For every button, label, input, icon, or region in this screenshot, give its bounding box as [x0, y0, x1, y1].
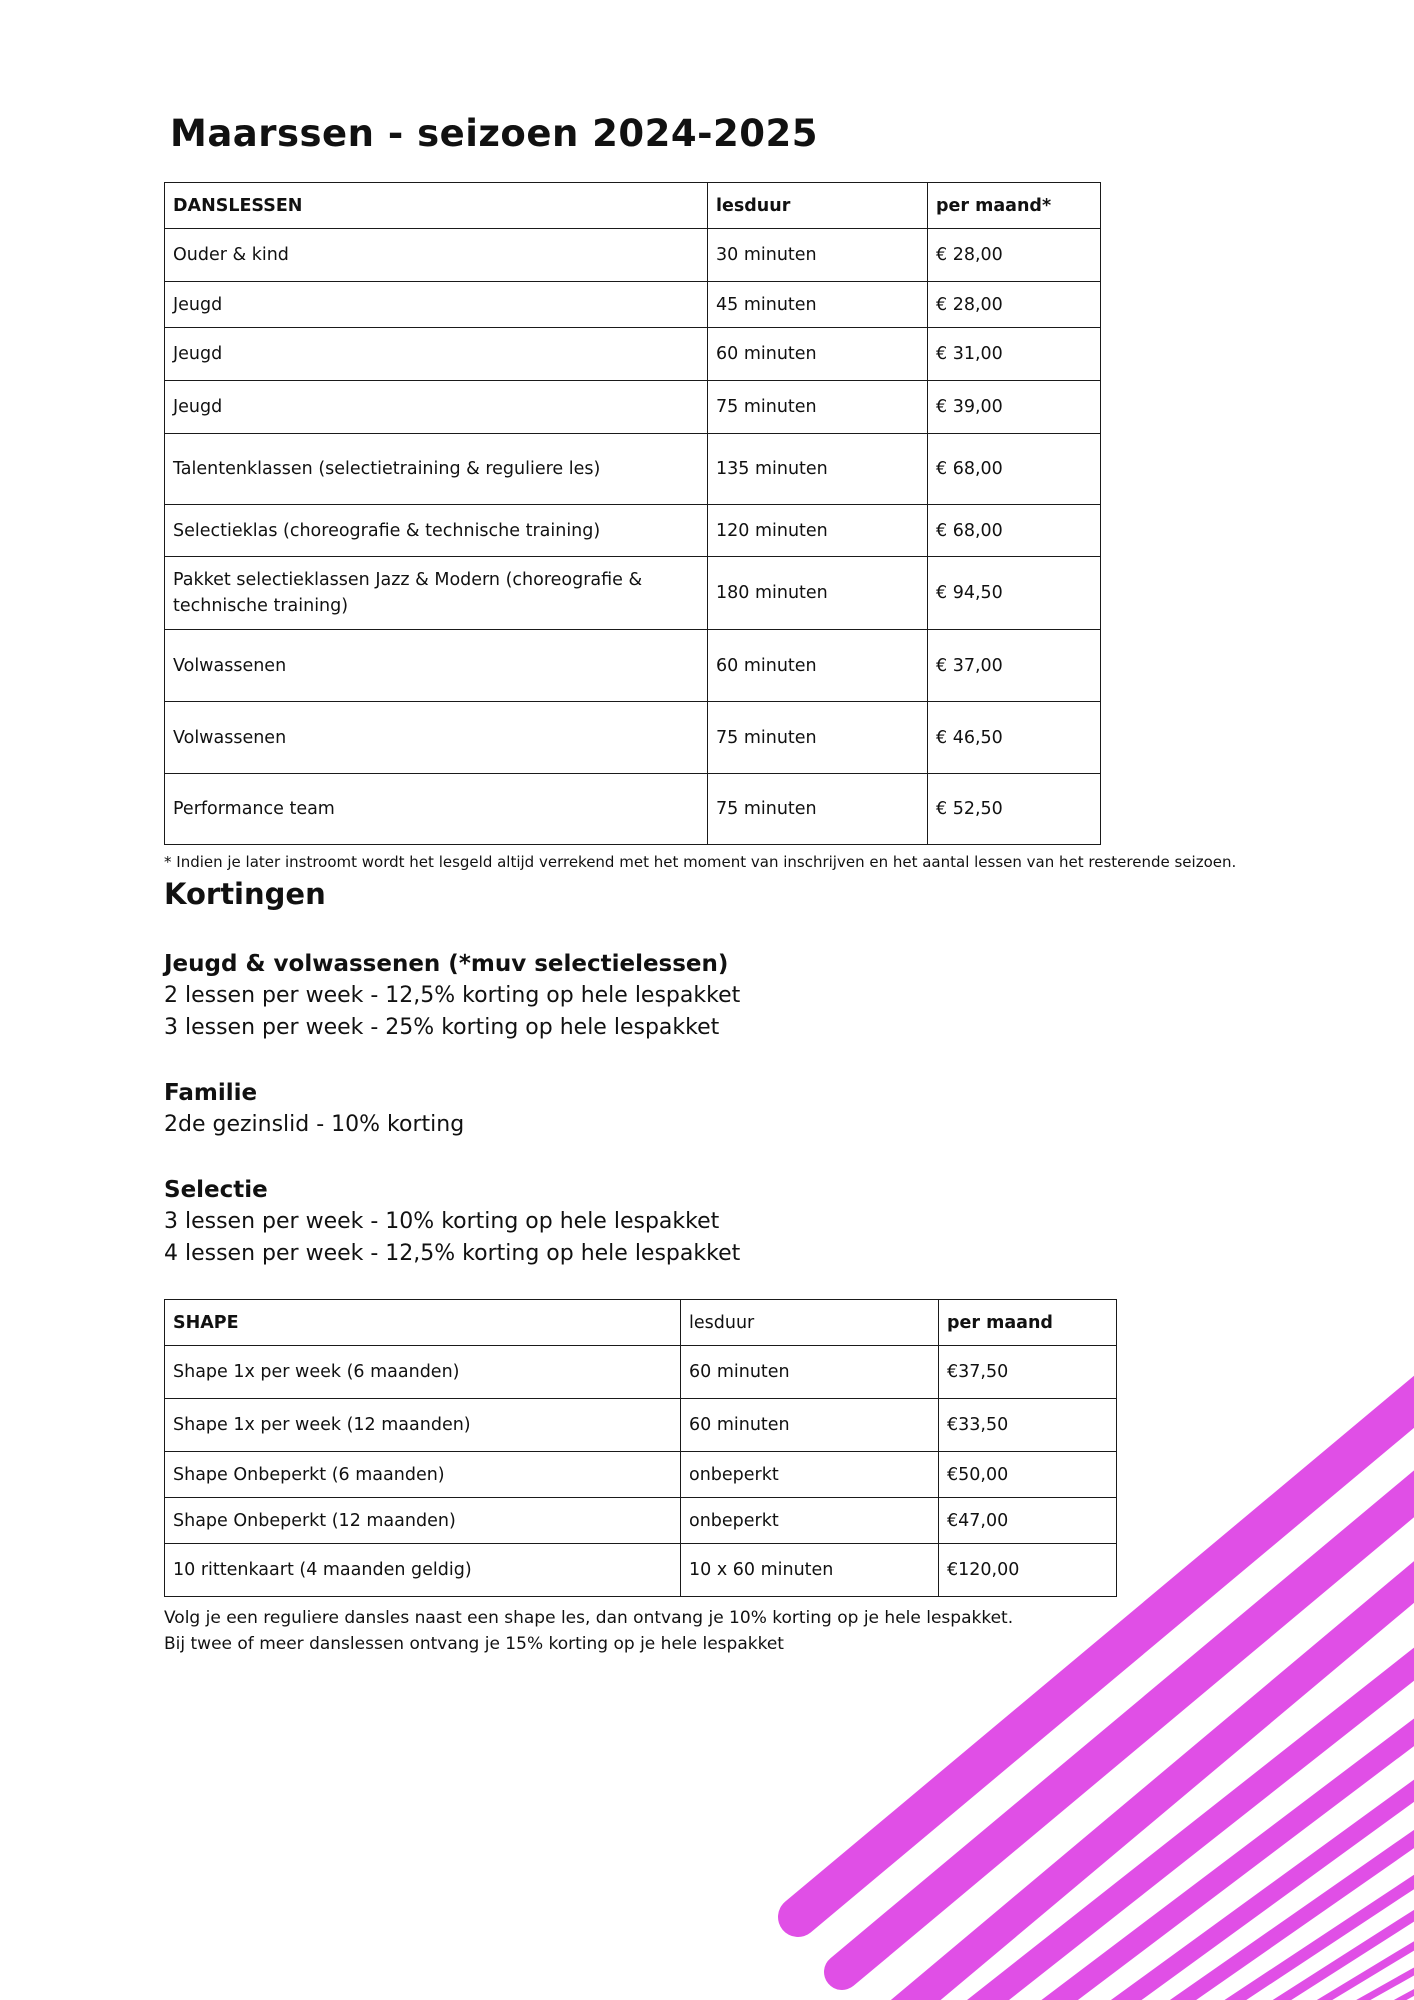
table-row	[165, 229, 1101, 282]
cell-price: € 52,50	[928, 774, 1101, 845]
shape-note: Volg je een reguliere dansles naast een shape les, dan ontvang je 10% korting op je hele lespakket.	[164, 1608, 1014, 1628]
cell-duration: 10 x 60 minuten	[681, 1544, 939, 1597]
cell-product: Shape Onbeperkt (6 maanden)	[165, 1452, 681, 1498]
table-row	[165, 774, 1101, 845]
discount-group-heading: Selectie	[164, 1177, 268, 1203]
danslessen-table	[164, 182, 1101, 845]
cell-duration: onbeperkt	[681, 1452, 939, 1498]
cell-price: € 39,00	[928, 381, 1101, 434]
column-header: SHAPE	[165, 1300, 681, 1346]
cell-price: € 31,00	[928, 328, 1101, 381]
table-row	[165, 630, 1101, 702]
discount-group-youth-adults	[164, 948, 740, 1044]
cell-product: Shape 1x per week (6 maanden)	[165, 1346, 681, 1399]
cell-price: € 28,00	[928, 282, 1101, 328]
discount-line: 4 lessen per week - 12,5% korting op hele lespakket	[164, 1241, 741, 1266]
cell-duration: 135 minuten	[708, 434, 928, 505]
discount-line: 3 lessen per week - 25% korting op hele lespakket	[164, 1015, 720, 1040]
discount-line: 2de gezinslid - 10% korting	[164, 1112, 465, 1137]
cell-duration: 60 minuten	[681, 1346, 939, 1399]
discount-line: 3 lessen per week - 10% korting op hele lespakket	[164, 1209, 720, 1234]
cell-price: €33,50	[939, 1399, 1117, 1452]
cell-lesson: Jeugd	[165, 381, 708, 434]
cell-price: € 37,00	[928, 630, 1101, 702]
table-row	[165, 282, 1101, 328]
discounts-title: Kortingen	[164, 877, 326, 911]
cell-product: 10 rittenkaart (4 maanden geldig)	[165, 1544, 681, 1597]
table-header-row	[165, 1300, 1117, 1346]
cell-price: € 28,00	[928, 229, 1101, 282]
cell-duration: 120 minuten	[708, 505, 928, 557]
cell-duration: 75 minuten	[708, 381, 928, 434]
cell-duration: 60 minuten	[681, 1399, 939, 1452]
table-row	[165, 381, 1101, 434]
table-row	[165, 557, 1101, 630]
cell-duration: 75 minuten	[708, 702, 928, 774]
cell-lesson: Ouder & kind	[165, 229, 708, 282]
cell-product: Shape 1x per week (12 maanden)	[165, 1399, 681, 1452]
discount-group-family	[164, 1077, 464, 1141]
cell-lesson: Selectieklas (choreografie & technische training)	[165, 505, 708, 557]
discount-group-heading: Familie	[164, 1080, 258, 1106]
cell-duration: 180 minuten	[708, 557, 928, 630]
cell-duration: 60 minuten	[708, 328, 928, 381]
cell-duration: 60 minuten	[708, 630, 928, 702]
shape-table	[164, 1299, 1117, 1597]
cell-price: €47,00	[939, 1498, 1117, 1544]
discount-line: 2 lessen per week - 12,5% korting op hele lespakket	[164, 983, 741, 1008]
cell-price: €37,50	[939, 1346, 1117, 1399]
cell-lesson: Jeugd	[165, 282, 708, 328]
cell-lesson: Performance team	[165, 774, 708, 845]
cell-price: € 46,50	[928, 702, 1101, 774]
cell-lesson: Volwassenen	[165, 702, 708, 774]
table-header-row	[165, 183, 1101, 229]
discount-group-heading: Jeugd & volwassenen (*muv selectielessen)	[164, 951, 729, 977]
cell-price: € 68,00	[928, 434, 1101, 505]
table-row	[165, 1346, 1117, 1399]
cell-duration: onbeperkt	[681, 1498, 939, 1544]
cell-lesson: Pakket selectieklassen Jazz & Modern (choreografie & technische training)	[165, 557, 708, 630]
table-row	[165, 1498, 1117, 1544]
price-footnote: * Indien je later instroomt wordt het lesgeld altijd verrekend met het moment van inschrijven en het aantal lessen van het resterende seizoen.	[164, 853, 1237, 871]
cell-duration: 30 minuten	[708, 229, 928, 282]
cell-price: €50,00	[939, 1452, 1117, 1498]
column-header: lesduur	[708, 183, 928, 229]
table-row	[165, 1544, 1117, 1597]
column-header: per maand*	[928, 183, 1101, 229]
table-row	[165, 1452, 1117, 1498]
cell-price: €120,00	[939, 1544, 1117, 1597]
table-row	[165, 702, 1101, 774]
cell-product: Shape Onbeperkt (12 maanden)	[165, 1498, 681, 1544]
column-header: lesduur	[681, 1300, 939, 1346]
table-row	[165, 1399, 1117, 1452]
cell-duration: 45 minuten	[708, 282, 928, 328]
column-header: per maand	[939, 1300, 1117, 1346]
shape-notes	[164, 1605, 1013, 1657]
discount-group-selection	[164, 1174, 740, 1270]
cell-price: € 68,00	[928, 505, 1101, 557]
table-row	[165, 505, 1101, 557]
cell-duration: 75 minuten	[708, 774, 928, 845]
shape-note: Bij twee of meer danslessen ontvang je 15% korting op je hele lespakket	[164, 1634, 784, 1654]
table-row	[165, 328, 1101, 381]
cell-price: € 94,50	[928, 557, 1101, 630]
page-title: Maarssen - seizoen 2024-2025	[170, 112, 818, 155]
cell-lesson: Jeugd	[165, 328, 708, 381]
table-row	[165, 434, 1101, 505]
cell-lesson: Talentenklassen (selectietraining & reguliere les)	[165, 434, 708, 505]
cell-lesson: Volwassenen	[165, 630, 708, 702]
column-header: DANSLESSEN	[165, 183, 708, 229]
